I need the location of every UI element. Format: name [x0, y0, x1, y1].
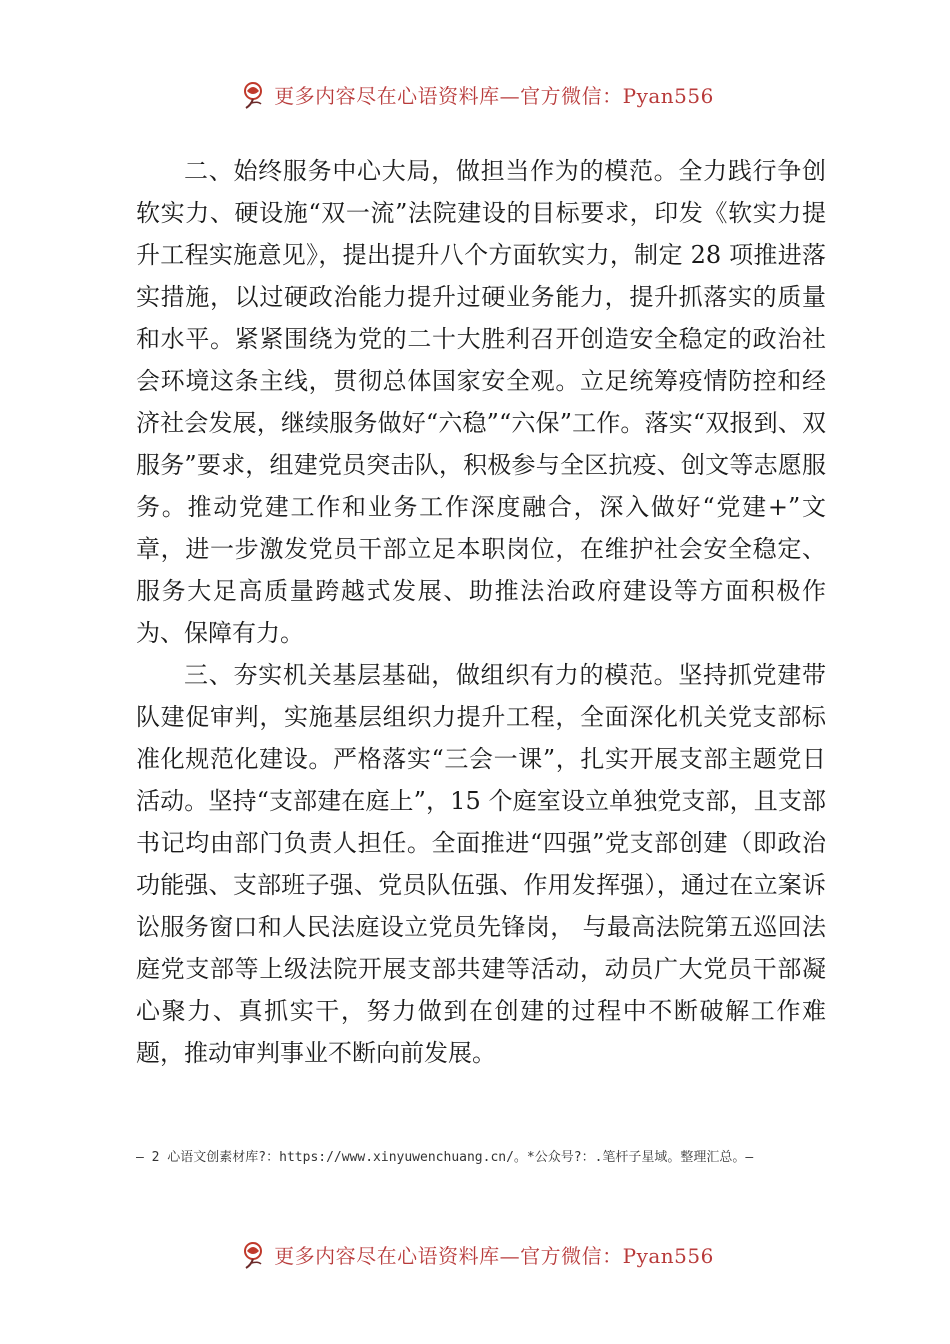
banner-text: 更多内容尽在心语资料库—官方微信：Pyan556 — [274, 83, 714, 108]
document-body — [136, 150, 826, 1074]
paragraph-2: 二、始终服务中心大局，做担当作为的模范。全力践行争创软实力、硬设施“双一流”法院建设的目标要求，印发《软实力提升工程实施意见》，提出提升八个方面软实力，制定 28 项推进落实措施，以过硬政治能力提升过硬业务能力，提升抓落实的质量和水平。紧紧围绕为党的二十大胜利召开创造安全稳定的政治社会环境这条主线，贯彻总体国家安全观。立足统筹疫情防控和经济社会发展，继续服务做好“六稳”“六保”工作。落实“双报到、双服务”要求，组建党员突击队，积极参与全区抗疫、创文等志愿服务。推动党建工作和业务工作深度融合，深入做好“党建+”文章，进一步激发党员干部立足本职岗位，在维护社会安全稳定、服务大足高质量跨越式发展、助推法治政府建设等方面积极作为、保障有力。 — [136, 157, 826, 647]
footer-banner — [0, 1234, 950, 1274]
header-banner — [0, 74, 950, 114]
rose-logo-icon — [236, 77, 270, 111]
rose-logo-icon — [236, 1237, 270, 1271]
paragraph-3: 三、夯实机关基层基础，做组织有力的模范。坚持抓党建带队建促审判，实施基层组织力提升工程，全面深化机关党支部标准化规范化建设。严格落实“三会一课”，扎实开展支部主题党日活动。坚持“支部建在庭上”，15 个庭室设立单独党支部，且支部书记均由部门负责人担任。全面推进“四强”党支部创建（即政治功能强、支部班子强、党员队伍强、作用发挥强），通过在立案诉讼服务窗口和人民法庭设立党员先锋岗， 与最高法院第五巡回法庭党支部等上级法院开展支部共建等活动，动员广大党员干部凝心聚力、真抓实干，努力做到在创建的过程中不断破解工作难题，推动审判事业不断向前发展。 — [136, 661, 826, 1067]
banner-text: 更多内容尽在心语资料库—官方微信：Pyan556 — [274, 1243, 714, 1268]
footer-note: — 2 心语文创素材库?：https://www.xinyuwenchuang.cn/。*公众号?：.笔杆子星域。整理汇总。— — [136, 1150, 754, 1165]
